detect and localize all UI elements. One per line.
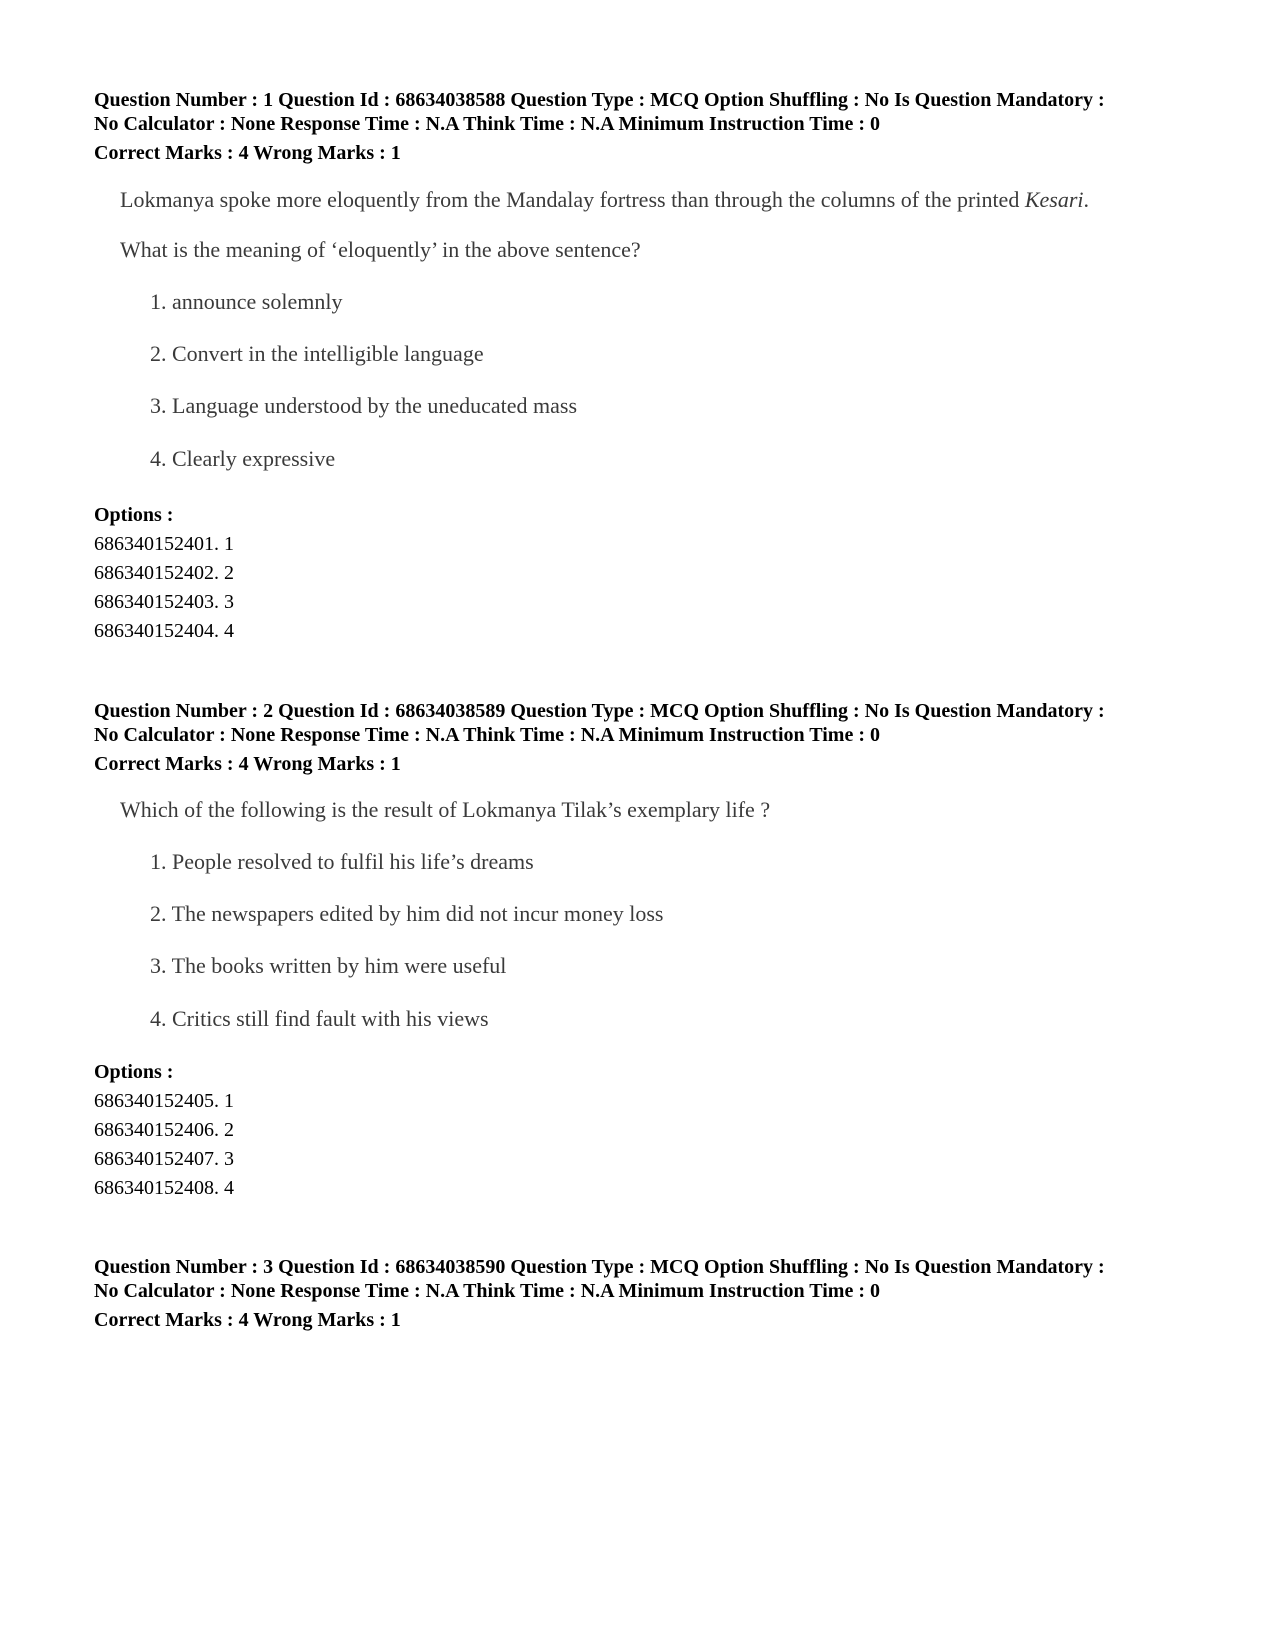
question-1-meta-line2: No Calculator : None Response Time : N.A Think Time : N.A Minimum Instruction Time : 0 [94, 113, 880, 135]
option-id-4: 686340152408. 4 [94, 1177, 234, 1199]
question-2-header [94, 699, 1214, 776]
options-label: Options : [94, 1061, 174, 1083]
question-2-marks: Correct Marks : 4 Wrong Marks : 1 [94, 753, 401, 775]
question-1-choice-1: 1. announce solemnly [150, 289, 343, 314]
question-1-meta [94, 88, 1214, 136]
passage-end: . [1083, 187, 1090, 212]
question-2-choice-4: 4. Critics still find fault with his views [150, 1006, 489, 1031]
passage-text: Lokmanya spoke more eloquently from the Mandalay fortress than through the columns of the printed [120, 187, 1025, 212]
option-id-1: 686340152405. 1 [94, 1090, 234, 1112]
question-1-header [94, 88, 1214, 165]
question-2-choice-1: 1. People resolved to fulfil his life’s dreams [150, 849, 534, 874]
question-2-meta-line2: No Calculator : None Response Time : N.A Think Time : N.A Minimum Instruction Time : 0 [94, 724, 880, 746]
question-1-meta-line1: Question Number : 1 Question Id : 68634038588 Question Type : MCQ Option Shuffling : No Is Question Mandatory : [94, 89, 1105, 111]
option-id-3: 686340152403. 3 [94, 591, 234, 613]
question-1-choice-2: 2. Convert in the intelligible language [150, 341, 484, 366]
question-2-stem: Which of the following is the result of Lokmanya Tilak’s exemplary life ? [120, 797, 771, 822]
question-3-marks: Correct Marks : 4 Wrong Marks : 1 [94, 1309, 401, 1331]
question-1-choice-3: 3. Language understood by the uneducated mass [150, 393, 578, 418]
question-2-options [94, 1058, 234, 1203]
question-3-meta-line2: No Calculator : None Response Time : N.A Think Time : N.A Minimum Instruction Time : 0 [94, 1280, 880, 1302]
question-3-header [94, 1255, 1214, 1332]
question-2-choice-3: 3. The books written by him were useful [150, 953, 507, 978]
question-1-passage [120, 187, 1089, 213]
question-3-meta-line1: Question Number : 3 Question Id : 68634038590 Question Type : MCQ Option Shuffling : No Is Question Mandatory : [94, 1256, 1105, 1278]
option-id-2: 686340152406. 2 [94, 1119, 234, 1141]
question-1-choice-4: 4. Clearly expressive [150, 446, 336, 471]
question-1-stem: What is the meaning of ‘eloquently’ in the above sentence? [120, 237, 641, 262]
question-3-meta [94, 1255, 1214, 1303]
option-id-2: 686340152402. 2 [94, 562, 234, 584]
question-2-meta [94, 699, 1214, 747]
passage-italic-text: Kesari [1024, 187, 1084, 212]
options-label: Options : [94, 504, 174, 526]
option-id-4: 686340152404. 4 [94, 620, 234, 642]
question-1-options [94, 501, 234, 646]
question-1-marks: Correct Marks : 4 Wrong Marks : 1 [94, 142, 401, 164]
option-id-3: 686340152407. 3 [94, 1148, 234, 1170]
question-2-meta-line1: Question Number : 2 Question Id : 68634038589 Question Type : MCQ Option Shuffling : No Is Question Mandatory : [94, 700, 1105, 722]
option-id-1: 686340152401. 1 [94, 533, 234, 555]
question-2-choice-2: 2. The newspapers edited by him did not incur money loss [150, 901, 664, 926]
